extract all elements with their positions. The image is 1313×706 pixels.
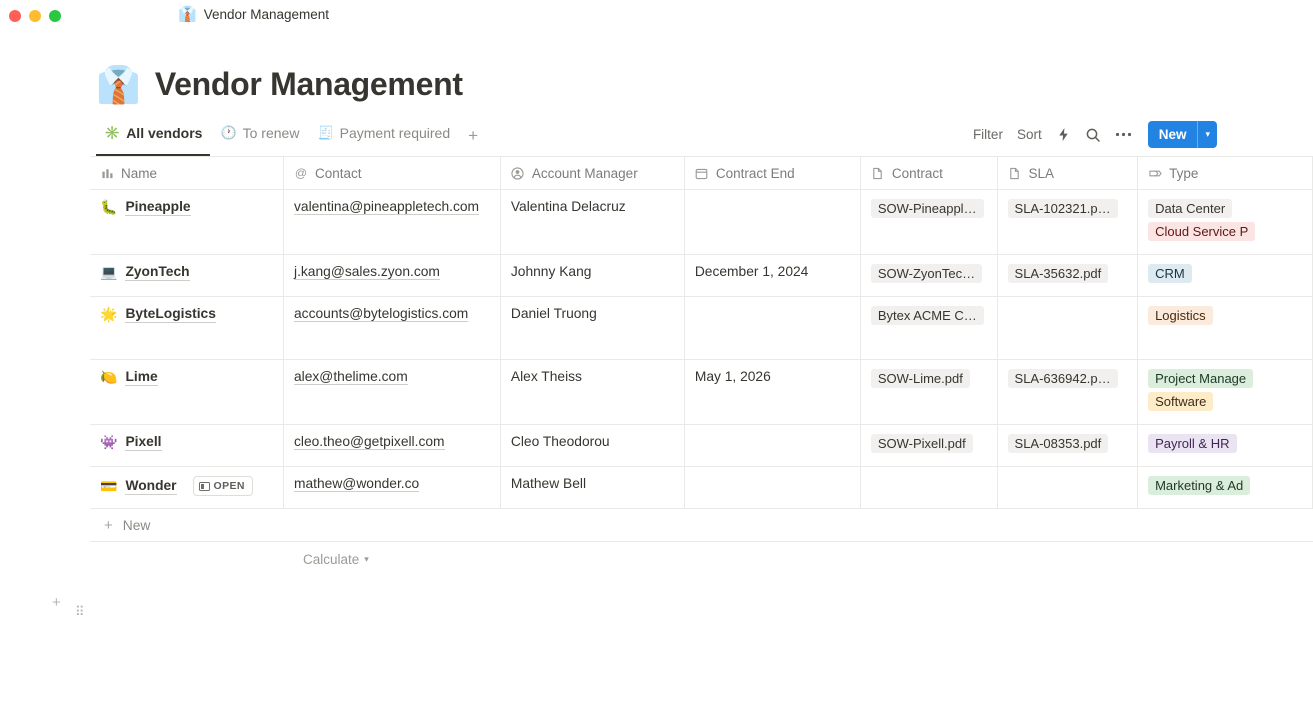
contact-email-link[interactable]: j.kang@sales.zyon.com — [294, 264, 440, 279]
window-traffic-lights — [0, 10, 61, 22]
column-header-sla[interactable] — [997, 157, 1138, 190]
more-options-icon[interactable] — [1115, 132, 1132, 137]
cell-type[interactable] — [1138, 255, 1313, 297]
file-chip[interactable]: SLA-35632.pdf — [1008, 264, 1109, 283]
cell-name[interactable] — [90, 467, 284, 509]
sort-button[interactable]: Sort — [1016, 127, 1042, 142]
column-header-contract-label: Contract — [891, 165, 943, 181]
database-table-container — [0, 156, 1313, 619]
cell-name[interactable] — [90, 360, 284, 425]
cell-contract-end[interactable] — [684, 425, 860, 467]
view-tabs — [96, 120, 486, 156]
row-title[interactable]: ZyonTech — [125, 264, 190, 279]
cell-account-manager[interactable]: Cleo Theodorou — [500, 425, 684, 467]
cell-contract-end[interactable]: May 1, 2026 — [684, 360, 860, 425]
file-chip[interactable]: SOW-Pineappl… — [871, 199, 984, 218]
row-icon-emoji: 🍋 — [100, 369, 118, 385]
column-header-contract-end-label: Contract End — [715, 165, 795, 181]
person-icon — [511, 167, 525, 180]
column-header-contract[interactable] — [860, 157, 997, 190]
receipt-icon: 🧾 — [317, 124, 334, 140]
row-title[interactable]: Pineapple — [125, 199, 191, 214]
row-icon-emoji: 👾 — [100, 434, 118, 450]
file-chip[interactable]: SLA-636942.p… — [1008, 369, 1118, 388]
type-tag: Cloud Service P — [1148, 222, 1255, 241]
calculate-button[interactable] — [90, 542, 1313, 576]
window-title — [178, 7, 329, 22]
file-chip[interactable]: SOW-ZyonTec… — [871, 264, 982, 283]
multiselect-icon — [1148, 167, 1162, 180]
window-title-text: Vendor Management — [203, 7, 330, 22]
new-row-label: New — [122, 517, 151, 533]
cell-name[interactable] — [90, 255, 284, 297]
email-icon: @ — [294, 166, 308, 180]
asterisk-icon: ✳️ — [104, 124, 121, 140]
window-title-emoji: 👔 — [178, 6, 197, 23]
table-header-row — [90, 157, 1313, 190]
cell-sla[interactable] — [997, 297, 1138, 360]
cell-contact[interactable] — [284, 297, 501, 360]
type-tag: Data Center — [1148, 199, 1232, 218]
cell-contract[interactable] — [860, 255, 997, 297]
close-window-button[interactable] — [9, 10, 21, 22]
cell-contract[interactable] — [860, 467, 997, 509]
table-row[interactable] — [90, 360, 1313, 425]
open-page-label: OPEN — [213, 480, 245, 492]
cell-contact[interactable] — [284, 190, 501, 255]
page-content — [0, 32, 1313, 619]
contact-email-link[interactable]: mathew@wonder.co — [294, 476, 420, 491]
plus-icon: + — [104, 516, 113, 534]
cell-account-manager[interactable]: Daniel Truong — [500, 297, 684, 360]
lightning-icon[interactable] — [1056, 127, 1071, 142]
view-toolbar — [0, 119, 1313, 156]
cell-account-manager[interactable]: Johnny Kang — [500, 255, 684, 297]
page-title[interactable]: Vendor Management — [154, 66, 463, 102]
column-header-contract-end[interactable] — [684, 157, 860, 190]
column-header-type[interactable] — [1138, 157, 1313, 190]
filter-button[interactable]: Filter — [972, 127, 1003, 142]
view-tools — [973, 121, 1217, 156]
maximize-window-button[interactable] — [49, 10, 61, 22]
search-icon[interactable] — [1085, 127, 1101, 143]
cell-name[interactable] — [90, 297, 284, 360]
cell-contract[interactable] — [860, 297, 997, 360]
file-chip[interactable]: SLA-08353.pdf — [1008, 434, 1109, 453]
cell-contract[interactable] — [860, 425, 997, 467]
title-icon — [100, 167, 114, 180]
cell-contact[interactable] — [284, 255, 501, 297]
table-row[interactable] — [90, 297, 1313, 360]
table-row[interactable] — [90, 255, 1313, 297]
cell-name[interactable] — [90, 190, 284, 255]
file-chip[interactable]: SOW-Pixell.pdf — [871, 434, 973, 453]
cell-sla[interactable] — [997, 360, 1138, 425]
cell-type[interactable] — [1138, 425, 1313, 467]
cell-type[interactable] — [1138, 297, 1313, 360]
column-header-account-manager[interactable] — [500, 157, 684, 190]
tab-to-renew[interactable] — [212, 120, 307, 156]
column-header-name-label: Name — [121, 165, 158, 181]
row-icon-emoji: 💻 — [100, 264, 118, 280]
cell-sla[interactable] — [997, 190, 1138, 255]
cell-contact[interactable] — [284, 425, 501, 467]
clock-icon: 🕐 — [220, 124, 237, 140]
contact-email-link[interactable]: cleo.theo@getpixell.com — [294, 434, 445, 449]
contact-email-link[interactable]: alex@thelime.com — [294, 369, 408, 384]
tab-to-renew-label: To renew — [242, 124, 300, 141]
row-title[interactable]: Wonder — [125, 477, 177, 493]
cell-sla[interactable] — [997, 467, 1138, 509]
tab-all-vendors-label: All vendors — [126, 124, 203, 141]
cell-contact[interactable] — [284, 360, 501, 425]
open-page-icon — [199, 482, 210, 491]
drag-handle-icon[interactable]: ⠿ — [75, 604, 83, 619]
row-title[interactable]: Lime — [125, 369, 158, 384]
type-tag: Payroll & HR — [1148, 434, 1236, 453]
cell-account-manager[interactable]: Valentina Delacruz — [500, 190, 684, 255]
column-header-sla-label: SLA — [1028, 165, 1055, 181]
table-row[interactable] — [90, 190, 1313, 255]
column-header-contact[interactable] — [284, 157, 501, 190]
open-page-button[interactable] — [193, 476, 253, 496]
file-chip[interactable]: SOW-Lime.pdf — [871, 369, 970, 388]
row-title[interactable]: ByteLogistics — [125, 306, 216, 321]
row-title[interactable]: Pixell — [125, 434, 162, 449]
column-header-contact-label: Contact — [315, 165, 362, 181]
cell-contract-end[interactable]: December 1, 2024 — [684, 255, 860, 297]
cell-account-manager[interactable]: Mathew Bell — [500, 467, 684, 509]
cell-name[interactable] — [90, 425, 284, 467]
table-row[interactable] — [90, 425, 1313, 467]
minimize-window-button[interactable] — [29, 10, 41, 22]
cell-account-manager[interactable]: Alex Theiss — [500, 360, 684, 425]
column-header-type-label: Type — [1169, 165, 1199, 181]
add-view-button[interactable]: + — [468, 126, 479, 145]
window-titlebar — [0, 0, 1313, 32]
file-chip[interactable]: SLA-102321.p… — [1008, 199, 1118, 218]
row-icon-emoji: 🐛 — [100, 199, 118, 215]
type-tag: Project Manage — [1148, 369, 1253, 388]
cell-sla[interactable] — [997, 255, 1138, 297]
cell-type[interactable] — [1138, 360, 1313, 425]
column-header-name[interactable] — [90, 157, 284, 190]
type-tag: CRM — [1148, 264, 1192, 283]
new-row-button[interactable] — [90, 509, 1313, 542]
cell-contract-end[interactable] — [684, 297, 860, 360]
contact-email-link[interactable]: valentina@pineappletech.com — [294, 199, 480, 214]
cell-contact[interactable] — [284, 467, 501, 509]
cell-type[interactable] — [1138, 467, 1313, 509]
tab-payment-required-label: Payment required — [339, 124, 451, 141]
type-tag: Software — [1148, 392, 1213, 411]
tab-payment-required[interactable] — [309, 120, 458, 156]
page-header — [0, 32, 1313, 103]
row-icon-emoji: 🌟 — [100, 306, 118, 322]
chevron-down-icon[interactable]: ▾ — [1205, 129, 1210, 139]
contact-email-link[interactable]: accounts@bytelogistics.com — [294, 306, 469, 321]
cell-type[interactable] — [1138, 190, 1313, 255]
row-icon-emoji: 💳 — [100, 477, 118, 494]
add-row-above-button[interactable]: + — [52, 593, 61, 611]
cell-contract[interactable] — [860, 190, 997, 255]
database-table — [90, 156, 1313, 509]
tab-all-vendors[interactable] — [96, 120, 210, 156]
cell-contract-end[interactable] — [684, 190, 860, 255]
table-body — [90, 190, 1313, 509]
date-icon — [695, 167, 709, 180]
cell-sla[interactable] — [997, 425, 1138, 467]
file-icon — [1008, 167, 1022, 180]
cell-contract[interactable] — [860, 360, 997, 425]
page-icon-emoji[interactable]: 👔 — [96, 63, 141, 105]
new-button[interactable] — [1148, 121, 1217, 148]
table-row[interactable] — [90, 467, 1313, 509]
cell-contract-end[interactable] — [684, 467, 860, 509]
column-header-account-manager-label: Account Manager — [531, 165, 638, 181]
type-tag: Logistics — [1148, 306, 1213, 325]
type-tag: Marketing & Ad — [1148, 476, 1250, 495]
new-button-label: New — [1158, 127, 1187, 142]
file-icon — [871, 167, 885, 180]
file-chip[interactable]: Bytex ACME C… — [871, 306, 984, 325]
chevron-down-icon: ▾ — [364, 553, 369, 564]
calculate-label: Calculate — [303, 551, 360, 567]
